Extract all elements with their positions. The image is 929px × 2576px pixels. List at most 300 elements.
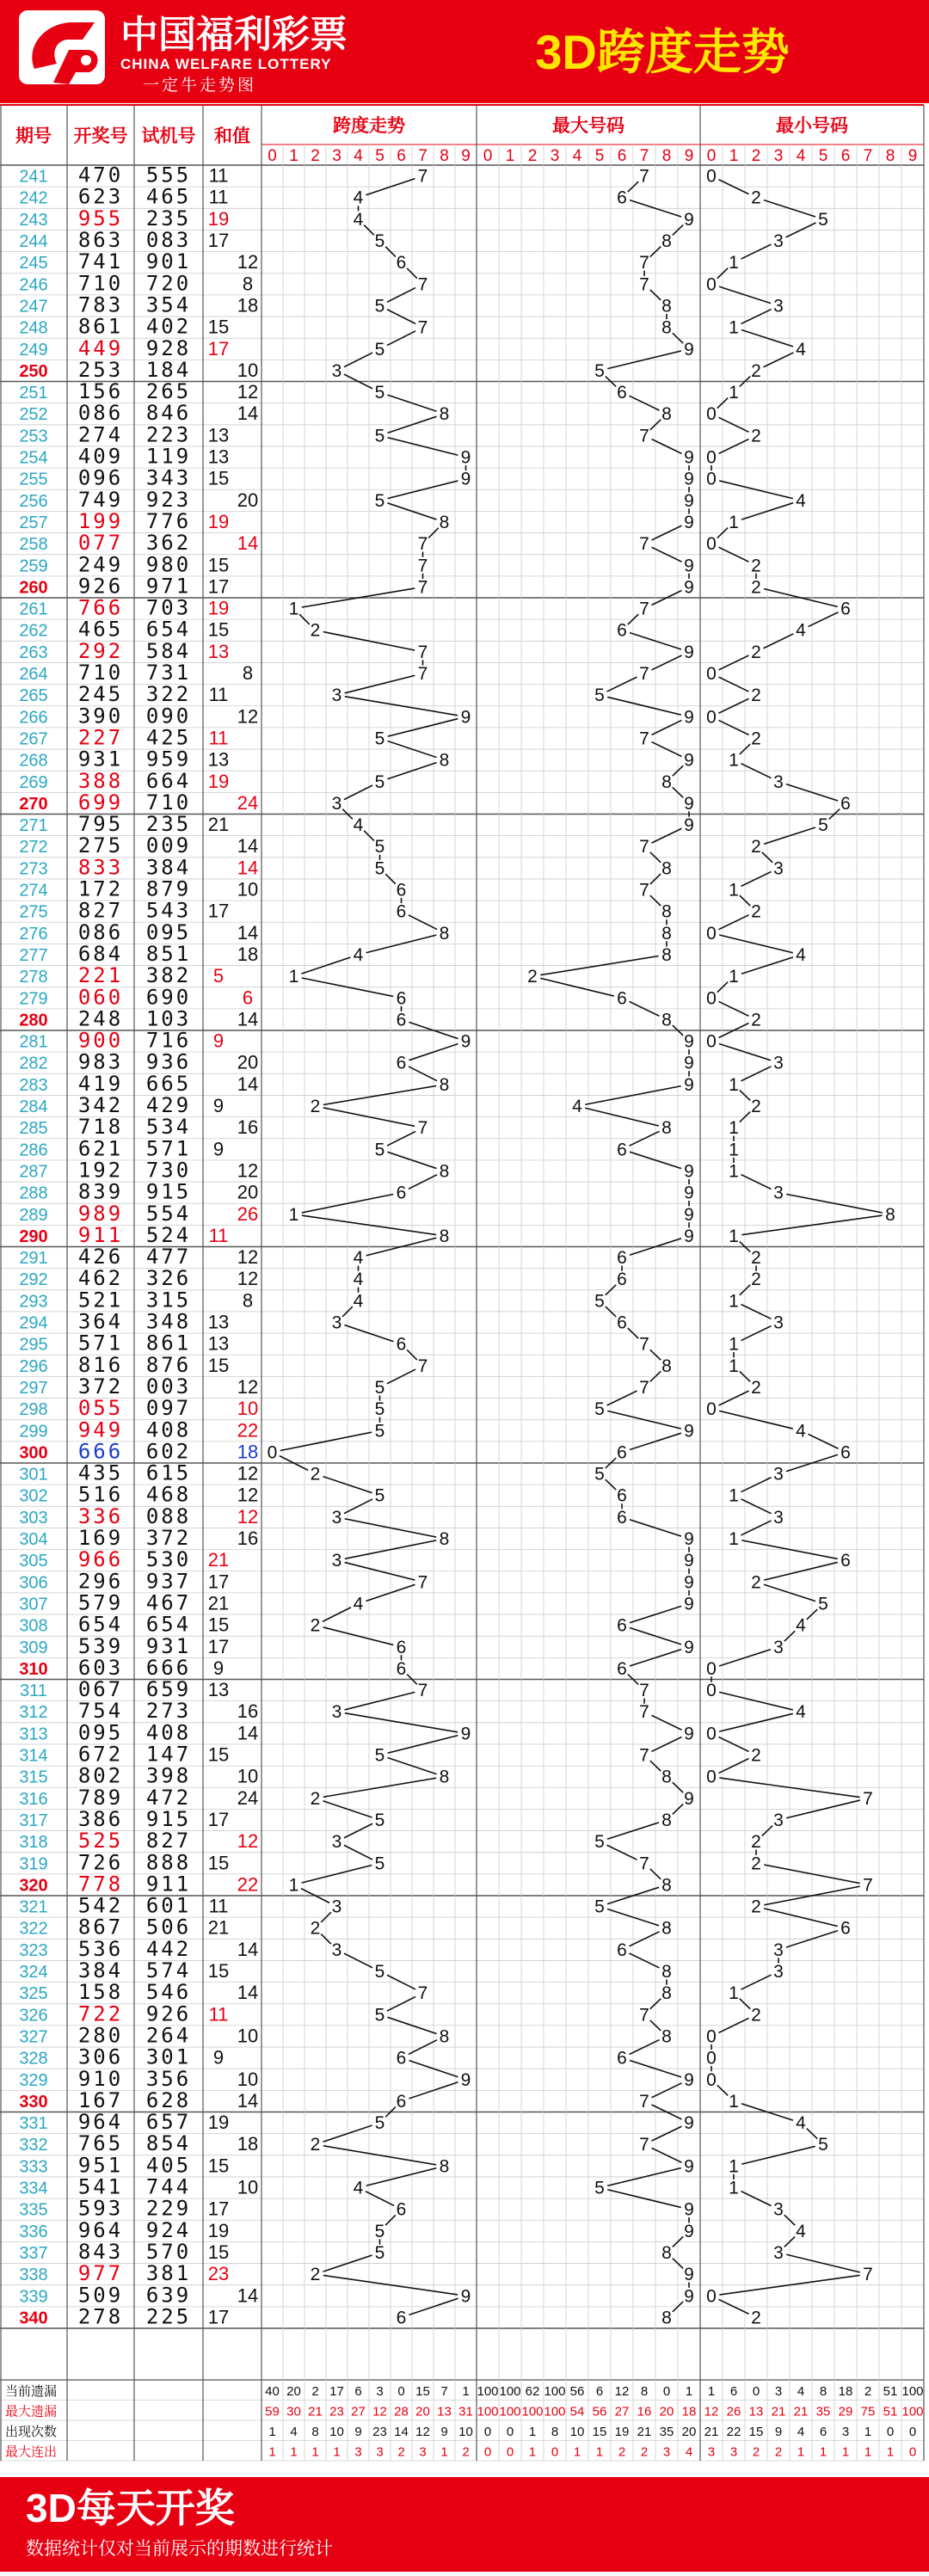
- span-trend-marker: 5: [374, 1399, 385, 1420]
- span-trend-marker: 7: [417, 1572, 428, 1593]
- stats-span-value: 12: [415, 2424, 430, 2439]
- min-trend-marker: 6: [840, 1551, 851, 1571]
- period-cell: 267: [19, 729, 48, 749]
- max-trend-marker: 9: [684, 1183, 694, 1203]
- digit-header-max-1: 1: [505, 147, 515, 165]
- test-number-cell: 911: [145, 1872, 192, 1897]
- max-trend-marker: 5: [594, 1897, 605, 1917]
- test-number-cell: 654: [145, 1612, 192, 1637]
- test-number-cell: 235: [145, 812, 192, 837]
- stats-max-value: 0: [483, 2444, 492, 2460]
- stats-span-value: 1: [462, 2383, 470, 2399]
- period-cell: 325: [19, 1984, 48, 2004]
- sum-cell: 15: [207, 316, 230, 338]
- sum-cell: 9: [212, 1657, 225, 1679]
- span-trend-marker: 5: [374, 2113, 385, 2134]
- draw-number-cell: 603: [77, 1655, 124, 1680]
- draw-number-cell: 802: [77, 1763, 124, 1788]
- draw-number-cell: 816: [77, 1352, 124, 1377]
- test-number-cell: 851: [145, 941, 192, 966]
- max-trend-marker: 7: [639, 1702, 649, 1723]
- test-number-cell: 571: [145, 1136, 192, 1161]
- span-trend-marker: 2: [310, 2135, 321, 2155]
- span-trend-marker: 2: [310, 1788, 321, 1809]
- period-cell: 252: [19, 405, 48, 425]
- test-number-cell: 716: [145, 1028, 192, 1053]
- span-trend-marker: 5: [374, 2221, 385, 2241]
- test-number-cell: 362: [145, 531, 192, 556]
- stats-span-value: 3: [376, 2383, 384, 2399]
- period-cell: 241: [19, 167, 48, 187]
- stats-span-value: 1: [311, 2444, 319, 2460]
- max-trend-marker: 7: [639, 1334, 649, 1355]
- test-number-cell: 601: [145, 1893, 192, 1918]
- stats-max-value: 2: [640, 2444, 649, 2460]
- sum-cell: 11: [208, 186, 229, 208]
- span-trend-marker: 4: [353, 1248, 364, 1269]
- min-trend-marker: 1: [729, 317, 739, 338]
- draw-number-cell: 096: [77, 465, 124, 490]
- test-number-cell: 926: [145, 2001, 192, 2026]
- period-cell: 258: [19, 535, 48, 555]
- min-trend-marker: 3: [773, 1962, 784, 1983]
- span-trend-marker: 5: [374, 772, 385, 792]
- test-number-cell: 083: [145, 228, 192, 253]
- max-trend-marker: 9: [684, 1551, 694, 1571]
- draw-number-cell: 536: [77, 1936, 124, 1961]
- max-trend-marker: 7: [639, 426, 649, 446]
- test-number-cell: 398: [145, 1763, 192, 1788]
- column-header-max: 最大号码: [552, 116, 624, 136]
- span-trend-marker: 5: [374, 858, 385, 879]
- sum-cell: 8: [242, 662, 254, 685]
- sum-cell: 15: [207, 1614, 230, 1636]
- span-trend-marker: 4: [353, 209, 364, 230]
- span-trend-marker: 9: [460, 2286, 471, 2307]
- draw-number-cell: 789: [77, 1785, 124, 1810]
- max-trend-marker: 9: [684, 642, 694, 662]
- min-trend-marker: 0: [706, 1724, 717, 1744]
- stats-min-value: 1: [707, 2383, 716, 2399]
- max-trend-marker: 8: [661, 1962, 672, 1983]
- span-trend-marker: 6: [396, 1183, 407, 1203]
- test-number-cell: 657: [145, 2110, 192, 2135]
- max-trend-marker: 7: [639, 599, 649, 619]
- period-cell: 274: [19, 881, 48, 901]
- period-cell: 291: [19, 1249, 48, 1269]
- period-cell: 327: [19, 2027, 48, 2047]
- test-number-cell: 147: [145, 1742, 192, 1767]
- stats-min-value: 0: [908, 2444, 917, 2460]
- draw-number-cell: 710: [77, 271, 124, 296]
- period-cell: 337: [19, 2243, 48, 2263]
- test-number-cell: 980: [145, 552, 192, 577]
- sum-cell: 14: [237, 2089, 259, 2112]
- period-cell: 323: [19, 1940, 48, 1960]
- sum-cell: 12: [237, 1375, 259, 1398]
- period-cell: 264: [19, 665, 48, 685]
- stats-min-value: 3: [841, 2424, 850, 2439]
- stats-span-value: 12: [372, 2404, 387, 2419]
- draw-number-cell: 843: [77, 2239, 124, 2264]
- sum-cell: 10: [237, 878, 259, 901]
- period-cell: 271: [19, 816, 48, 836]
- max-trend-marker: 8: [661, 1918, 672, 1939]
- min-trend-marker: 1: [729, 1356, 739, 1376]
- column-header-span: 跨度走势: [333, 116, 405, 136]
- period-cell: 245: [19, 254, 48, 274]
- stats-min-value: 2: [752, 2444, 760, 2460]
- sum-cell: 19: [207, 207, 230, 230]
- period-cell: 310: [19, 1659, 48, 1679]
- period-cell: 286: [19, 1140, 48, 1160]
- max-trend-marker: 9: [684, 2069, 694, 2090]
- stats-min-value: 0: [908, 2424, 917, 2439]
- span-trend-marker: 7: [417, 1118, 428, 1139]
- test-number-cell: 372: [145, 1526, 192, 1551]
- min-trend-marker: 6: [840, 793, 851, 814]
- sum-cell: 11: [208, 1224, 229, 1246]
- span-trend-marker: 3: [331, 1832, 342, 1853]
- min-trend-marker: 3: [773, 1637, 784, 1657]
- test-number-cell: 543: [145, 898, 192, 923]
- span-trend-marker: 3: [331, 1702, 342, 1723]
- min-trend-marker: 6: [840, 599, 851, 619]
- min-trend-marker: 2: [751, 1248, 761, 1269]
- sum-cell: 9: [212, 1095, 225, 1117]
- test-number-cell: 710: [145, 790, 192, 815]
- test-number-cell: 429: [145, 1093, 192, 1118]
- test-number-cell: 273: [145, 1699, 192, 1724]
- draw-number-cell: 248: [77, 1006, 124, 1031]
- stats-max-value: 2: [618, 2444, 626, 2460]
- span-trend-marker: 6: [396, 2048, 407, 2069]
- test-number-cell: 915: [145, 1806, 192, 1831]
- min-trend-marker: 2: [751, 642, 761, 662]
- max-trend-marker: 7: [639, 253, 649, 274]
- test-number-cell: 402: [145, 314, 192, 339]
- max-trend-marker: 5: [594, 1832, 605, 1853]
- sum-cell: 15: [207, 467, 230, 489]
- draw-number-cell: 384: [77, 1958, 124, 1983]
- stats-max-value: 1: [528, 2424, 537, 2439]
- test-number-cell: 264: [145, 2023, 192, 2048]
- min-trend-marker: 4: [796, 2221, 806, 2241]
- test-number-cell: 936: [145, 1049, 192, 1074]
- draw-number-cell: 926: [77, 574, 124, 599]
- stats-span-value: 17: [329, 2383, 344, 2399]
- period-cell: 328: [19, 2049, 48, 2069]
- sum-cell: 10: [237, 2176, 259, 2198]
- test-number-cell: 425: [145, 725, 192, 750]
- sum-cell: 12: [237, 381, 259, 403]
- max-trend-marker: 5: [594, 2178, 605, 2198]
- span-trend-marker: 8: [439, 2156, 450, 2177]
- min-trend-marker: 2: [751, 188, 761, 208]
- period-cell: 335: [19, 2200, 48, 2220]
- digit-header-min-5: 5: [818, 147, 828, 165]
- stats-span-value: 10: [329, 2424, 344, 2439]
- sum-cell: 18: [237, 2133, 259, 2155]
- draw-number-cell: 372: [77, 1374, 124, 1399]
- max-trend-marker: 8: [661, 317, 672, 338]
- draw-number-cell: 741: [77, 249, 124, 274]
- test-number-cell: 235: [145, 206, 192, 231]
- max-trend-marker: 9: [684, 1788, 694, 1809]
- span-trend-marker: 1: [288, 599, 299, 619]
- max-trend-marker: 6: [617, 1615, 627, 1636]
- draw-number-cell: 863: [77, 228, 124, 253]
- stats-span-value: 2: [311, 2383, 319, 2399]
- stats-max-value: 3: [662, 2444, 671, 2460]
- draw-number-cell: 621: [77, 1136, 124, 1161]
- column-header-sum: 和值: [214, 126, 250, 146]
- draw-number-cell: 060: [77, 985, 124, 1010]
- digit-header-span-9: 9: [461, 147, 471, 165]
- stats-min-value: 9: [774, 2424, 783, 2439]
- digit-header-span-3: 3: [332, 147, 341, 165]
- max-trend-marker: 7: [639, 1854, 649, 1874]
- sum-cell: 17: [207, 1635, 230, 1657]
- period-cell: 270: [19, 794, 48, 814]
- test-number-cell: 584: [145, 638, 192, 663]
- max-trend-marker: 9: [684, 2156, 694, 2177]
- span-trend-marker: 5: [374, 1140, 385, 1160]
- min-trend-marker: 4: [796, 620, 806, 641]
- max-trend-marker: 7: [639, 729, 649, 749]
- stats-min-value: 35: [815, 2404, 831, 2419]
- stats-span-value: 1: [440, 2444, 448, 2460]
- min-trend-marker: 2: [751, 1270, 761, 1290]
- max-trend-marker: 7: [639, 2005, 649, 2026]
- draw-number-cell: 280: [77, 2023, 124, 2048]
- draw-number-cell: 749: [77, 487, 124, 512]
- max-trend-marker: 6: [617, 1485, 627, 1506]
- period-cell: 314: [19, 1746, 48, 1766]
- span-trend-marker: 8: [439, 404, 450, 425]
- draw-number-cell: 571: [77, 1331, 124, 1356]
- period-cell: 253: [19, 427, 48, 446]
- span-trend-marker: 1: [288, 1204, 299, 1225]
- period-cell: 279: [19, 989, 48, 1009]
- test-number-cell: 546: [145, 1980, 192, 2005]
- draw-number-cell: 911: [77, 1222, 124, 1247]
- min-trend-marker: 2: [751, 901, 761, 922]
- draw-number-cell: 964: [77, 2110, 124, 2135]
- sum-cell: 14: [237, 532, 259, 555]
- draw-number-cell: 718: [77, 1115, 124, 1140]
- min-trend-marker: 5: [818, 1594, 828, 1614]
- period-cell: 249: [19, 340, 48, 360]
- test-number-cell: 408: [145, 1417, 192, 1442]
- stats-max-value: 100: [499, 2383, 521, 2399]
- min-trend-marker: 1: [729, 2091, 739, 2112]
- sum-cell: 14: [237, 1722, 259, 1744]
- stats-min-value: 6: [819, 2424, 827, 2439]
- span-trend-marker: 1: [288, 967, 299, 987]
- period-cell: 242: [19, 188, 48, 208]
- test-number-cell: 465: [145, 184, 192, 209]
- period-cell: 287: [19, 1162, 48, 1182]
- max-trend-marker: 9: [684, 1074, 694, 1095]
- max-trend-marker: 9: [684, 1053, 694, 1073]
- span-trend-marker: 4: [353, 2178, 364, 2198]
- stats-span-value: 3: [376, 2444, 384, 2460]
- stats-span-value: 59: [265, 2404, 280, 2419]
- stats-max-value: 19: [614, 2424, 630, 2439]
- span-trend-marker: 3: [331, 1551, 342, 1571]
- span-trend-marker: 5: [374, 383, 385, 403]
- span-trend-marker: 7: [417, 577, 428, 598]
- test-number-cell: 315: [145, 1288, 192, 1313]
- digit-header-min-3: 3: [773, 147, 784, 165]
- max-trend-marker: 5: [594, 1399, 605, 1420]
- draw-number-cell: 199: [77, 508, 124, 533]
- span-trend-marker: 7: [417, 1681, 428, 1701]
- period-cell: 304: [19, 1530, 48, 1550]
- period-cell: 332: [19, 2136, 48, 2155]
- max-trend-marker: 8: [661, 901, 672, 922]
- span-trend-marker: 7: [417, 166, 428, 187]
- test-number-cell: 506: [145, 1915, 192, 1940]
- min-trend-marker: 2: [751, 2308, 761, 2328]
- digit-header-span-8: 8: [440, 147, 449, 165]
- stats-span-value: 27: [351, 2404, 366, 2419]
- min-trend-marker: 0: [706, 707, 717, 728]
- period-cell: 330: [19, 2092, 48, 2112]
- stats-min-value: 29: [838, 2404, 853, 2419]
- max-trend-marker: 9: [684, 707, 694, 728]
- stats-span-value: 31: [458, 2404, 473, 2419]
- span-trend-marker: 9: [460, 2069, 471, 2090]
- span-trend-marker: 8: [439, 1226, 450, 1246]
- period-cell: 283: [19, 1075, 48, 1095]
- draw-number-cell: 292: [77, 638, 124, 663]
- draw-number-cell: 167: [77, 2087, 124, 2112]
- draw-number-cell: 910: [77, 2066, 124, 2091]
- header: [0, 0, 929, 103]
- max-trend-marker: 8: [661, 1983, 672, 2004]
- max-trend-marker: 7: [639, 880, 649, 901]
- span-trend-marker: 8: [439, 923, 450, 944]
- test-number-cell: 534: [145, 1115, 192, 1140]
- sum-cell: 18: [237, 294, 259, 317]
- max-trend-marker: 9: [684, 2265, 694, 2285]
- period-cell: 246: [19, 275, 48, 295]
- max-trend-marker: 9: [684, 512, 694, 532]
- min-trend-marker: 1: [729, 967, 739, 987]
- draw-number-cell: 765: [77, 2131, 124, 2156]
- sum-cell: 19: [207, 770, 230, 792]
- draw-number-cell: 833: [77, 855, 124, 880]
- max-trend-marker: 9: [684, 2113, 694, 2134]
- stats-min-value: 26: [726, 2404, 741, 2419]
- test-number-cell: 229: [145, 2196, 192, 2221]
- stats-min-value: 21: [771, 2404, 786, 2419]
- min-trend-marker: 1: [729, 1485, 739, 1506]
- period-cell: 288: [19, 1183, 48, 1203]
- test-number-cell: 876: [145, 1352, 192, 1377]
- stats-max-value: 4: [685, 2444, 693, 2460]
- span-trend-marker: 7: [417, 1356, 428, 1376]
- stats-span-value: 30: [286, 2404, 301, 2419]
- test-number-cell: 184: [145, 357, 192, 382]
- span-trend-marker: 5: [374, 1485, 385, 1506]
- min-trend-marker: 3: [773, 1464, 784, 1485]
- max-trend-marker: 8: [661, 1010, 672, 1030]
- span-trend-marker: 6: [396, 2308, 407, 2328]
- period-cell: 329: [19, 2070, 48, 2090]
- digit-header-max-6: 6: [617, 147, 627, 165]
- span-trend-marker: 6: [396, 880, 407, 901]
- draw-number-cell: 470: [77, 163, 124, 188]
- test-number-cell: 524: [145, 1222, 192, 1247]
- sum-cell: 16: [237, 1528, 259, 1550]
- test-number-cell: 731: [145, 661, 192, 685]
- max-trend-marker: 9: [684, 1421, 694, 1442]
- max-trend-marker: 5: [594, 1291, 605, 1312]
- min-trend-marker: 3: [773, 1183, 784, 1203]
- sum-cell: 22: [237, 1419, 259, 1442]
- stats-max-value: 54: [569, 2404, 585, 2419]
- sum-cell: 13: [207, 446, 230, 468]
- stats-min-value: 4: [797, 2383, 805, 2399]
- max-trend-marker: 8: [661, 1875, 672, 1896]
- column-header-test: 试机号: [141, 126, 196, 146]
- min-trend-marker: 2: [751, 1854, 761, 1874]
- sum-cell: 17: [207, 1808, 230, 1830]
- sum-cell: 15: [207, 1852, 230, 1874]
- min-trend-marker: 0: [706, 2286, 717, 2307]
- test-number-cell: 003: [145, 1374, 192, 1399]
- max-trend-marker: 4: [572, 1097, 582, 1117]
- sum-cell: 12: [237, 1246, 259, 1269]
- period-cell: 318: [19, 1833, 48, 1853]
- sum-cell: 15: [207, 554, 230, 576]
- period-cell: 319: [19, 1854, 48, 1874]
- span-trend-marker: 3: [331, 1313, 342, 1333]
- stats-span-value: 20: [415, 2404, 430, 2419]
- span-trend-marker: 5: [374, 1421, 385, 1442]
- period-cell: 266: [19, 708, 48, 728]
- min-trend-marker: 2: [751, 2005, 761, 2026]
- min-trend-marker: 4: [796, 944, 806, 965]
- min-trend-marker: 3: [773, 1053, 784, 1073]
- max-trend-marker: 9: [684, 209, 694, 230]
- draw-number-cell: 525: [77, 1829, 124, 1854]
- stats-label: 最大遗漏: [5, 2404, 58, 2419]
- test-number-cell: 343: [145, 465, 192, 490]
- max-trend-marker: 9: [684, 339, 694, 360]
- sum-cell: 14: [237, 2284, 259, 2307]
- period-cell: 265: [19, 686, 48, 706]
- digit-header-span-0: 0: [268, 147, 277, 165]
- test-number-cell: 009: [145, 833, 192, 858]
- span-trend-marker: 5: [374, 837, 385, 858]
- max-trend-marker: 8: [661, 1356, 672, 1376]
- digit-header-span-4: 4: [354, 147, 363, 165]
- digit-header-max-5: 5: [594, 147, 605, 165]
- sum-cell: 12: [237, 1462, 259, 1485]
- stats-min-value: 8: [819, 2383, 827, 2399]
- max-trend-marker: 9: [684, 793, 694, 814]
- stats-min-value: 6: [729, 2383, 738, 2399]
- period-cell: 272: [19, 838, 48, 858]
- stats-max-value: 56: [569, 2383, 585, 2399]
- min-trend-marker: 2: [751, 1097, 761, 1117]
- max-trend-marker: 8: [661, 772, 672, 792]
- sum-cell: 21: [207, 1549, 230, 1571]
